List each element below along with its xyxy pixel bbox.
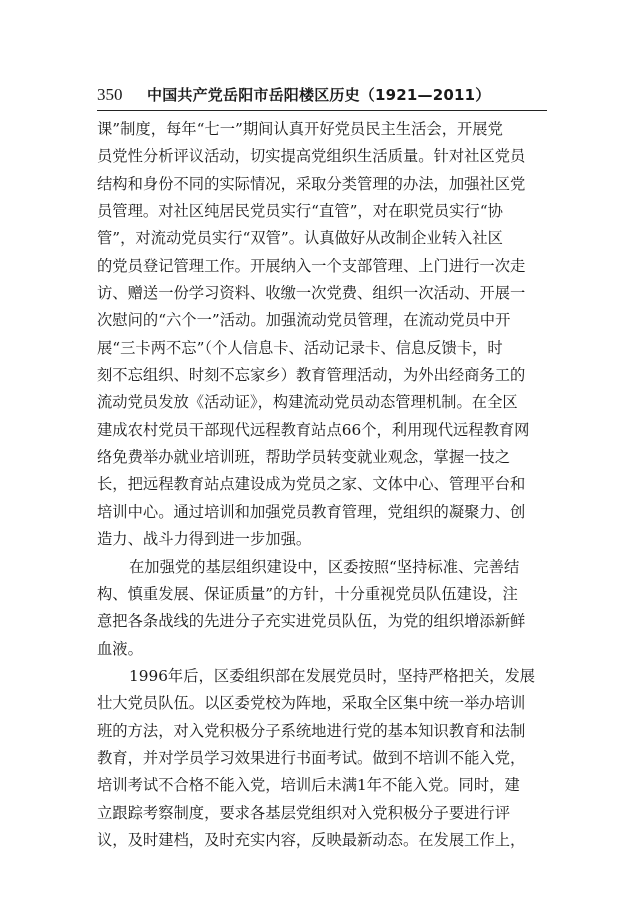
paragraph-first-line: 在加强党的基层组织建设中，区委按照“坚持标准、完善结 <box>129 557 520 576</box>
text-line: 络免费举办就业培训班，帮助学员转变就业观念，掌握一技之 <box>97 448 511 467</box>
text-line: 意把各条战线的先进分子充实进党员队伍，为党的组织增添新鲜 <box>97 612 526 631</box>
text-line: 的党员登记管理工作。开展纳入一个支部管理、上门进行一次走 <box>97 256 526 275</box>
text-line: 流动党员发放《活动证》，构建流动党员动态管理机制。在全区 <box>97 393 518 412</box>
page-number: 350 <box>97 85 123 104</box>
paragraph-first-line: 1996年后，区委组织部在发展党员时，坚持严格把关，发展 <box>129 666 536 685</box>
body-text <box>97 116 549 854</box>
header-rule <box>97 110 547 111</box>
text-line: 构、慎重发展、保证质量”的方针，十分重视党员队伍建设，注 <box>97 584 518 603</box>
text-line: 教育，并对学员学习效果进行书面考试。做到不培训不能入党， <box>97 748 526 767</box>
text-line: 造力、战斗力得到进一步加强。 <box>97 530 312 549</box>
text-line: 议，及时建档，及时充实内容，反映最新动态。在发展工作上， <box>97 830 526 849</box>
text-line: 建成农村党员干部现代远程教育站点66个，利用现代远程教育网 <box>97 420 530 439</box>
text-line: 次慰问的“六个一”活动。加强流动党员管理，在流动党员中开 <box>97 311 511 330</box>
text-line: 结构和身份不同的实际情况，采取分类管理的办法，加强社区党 <box>97 174 526 193</box>
book-title: 中国共产党岳阳市岳阳楼区历史（1921—2011） <box>147 86 491 104</box>
text-line: 壮大党员队伍。以区委党校为阵地，采取全区集中统一举办培训 <box>97 694 526 713</box>
text-line: 课”制度，每年“七一”期间认真开好党员民主生活会，开展党 <box>97 120 503 138</box>
text-line: 访、赠送一份学习资料、收缴一次党费、组织一次活动、开展一 <box>97 284 526 303</box>
text-line: 刻不忘组织、时刻不忘家乡）教育管理活动，为外出经商务工的 <box>97 366 526 385</box>
text-line: 培训中心。通过培训和加强党员教育管理，党组织的凝聚力、创 <box>97 502 526 521</box>
text-line: 员管理。对社区纯居民党员实行“直管”，对在职党员实行“协 <box>97 202 503 221</box>
text-line: 管”，对流动党员实行“双管”。认真做好从改制企业转入社区 <box>97 229 503 248</box>
running-head <box>97 83 547 109</box>
text-line: 培训考试不合格不能入党，培训后未满1年不能入党。同时，建 <box>97 776 520 795</box>
text-line: 立跟踪考察制度，要求各基层党组织对入党积极分子要进行评 <box>97 803 511 822</box>
text-line: 长，把远程教育站点建设成为党员之家、文体中心、管理平台和 <box>97 475 526 494</box>
text-line: 班的方法，对入党积极分子系统地进行党的基本知识教育和法制 <box>97 721 526 740</box>
text-line: 展“三卡两不忘”（个人信息卡、活动记录卡、信息反馈卡，时 <box>97 338 503 357</box>
text-line: 血液。 <box>97 639 143 658</box>
text-line: 员党性分析评议活动，切实提高党组织生活质量。针对社区党员 <box>97 147 526 166</box>
